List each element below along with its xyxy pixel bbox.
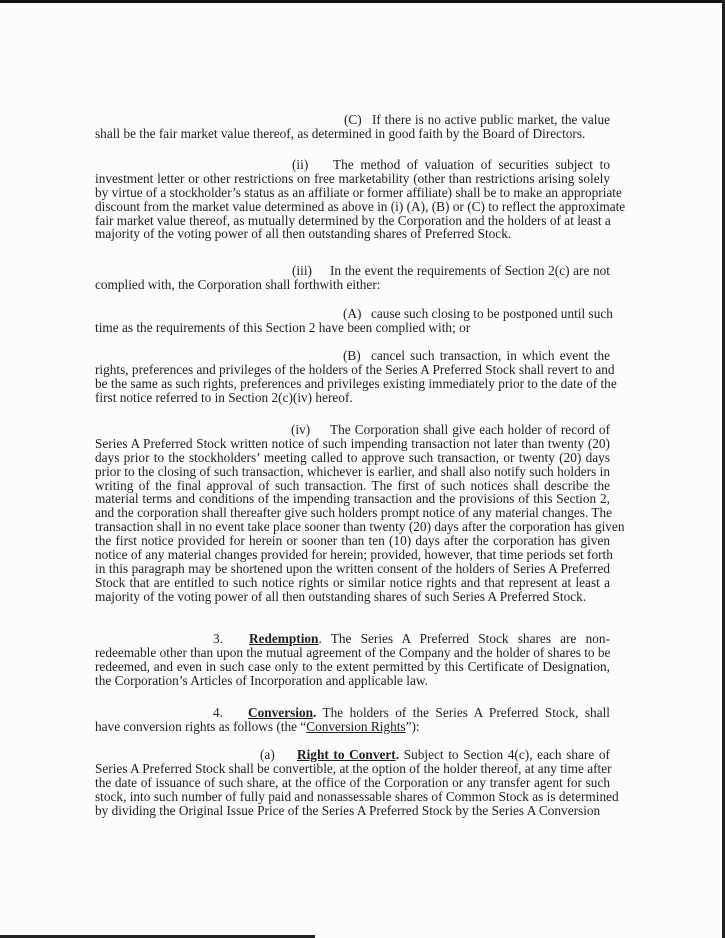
- defined-term: Conversion Rights: [306, 718, 406, 734]
- para-b-cancel: [95, 348, 617, 405]
- paragraph-number: (B): [343, 348, 361, 363]
- paragraph-number: (C): [344, 112, 362, 127]
- first-line-text: [330, 423, 610, 437]
- text-line: investment letter or other restrictions on free marketability (other than restrictions arising solely: [95, 170, 610, 186]
- text-line: and the corporation shall thereafter give such holders prompt notice of any material changes. The: [95, 505, 613, 521]
- scan-border-top: [0, 0, 725, 3]
- section-heading: Redemption: [249, 631, 319, 646]
- text-run: If there is no active public market, the value: [372, 112, 610, 127]
- text-line: the first notice provided for herein or sooner than ten (10) days after the corporation has given: [95, 533, 610, 549]
- text-line: material terms and conditions of the impending transaction and the provisions of this Section 2,: [95, 491, 610, 507]
- text-run: The Corporation shall give each holder of record of: [330, 422, 610, 437]
- text-line: notice of any material changes provided for herein; provided, however, that time periods set forth: [95, 547, 613, 563]
- text-line: days prior to the stockholders’ meeting called to approve such transaction, or twenty (20) days: [95, 449, 610, 465]
- text-line: stock, into such number of fully paid and nonassessable shares of Common Stock as is determined: [95, 788, 619, 804]
- text-run: Subject to Section 4(c), each share of: [399, 747, 610, 762]
- text-line: redeemable other than upon the mutual agreement of the Company and the holder of shares to be: [95, 644, 611, 660]
- text-run: .: [395, 747, 400, 762]
- text-line: Series A Preferred Stock shall be convertible, at the option of the holder thereof, at any time after: [95, 760, 612, 776]
- text-line: in this paragraph may be shortened upon the written consent of the holders of Series A Preferred: [95, 560, 610, 576]
- first-line-text: [371, 349, 610, 363]
- paragraph-number: (iii): [292, 263, 312, 278]
- text-run: cancel such transaction, in which event the: [371, 348, 610, 363]
- para-a-postpone: [95, 306, 613, 335]
- paragraph-number: (ii): [292, 157, 309, 172]
- text-line: discount from the market value determined as above in (i) (A), (B) or (C) to reflect the approximate: [95, 198, 626, 214]
- section-4-conversion: [95, 706, 610, 734]
- text-line: rights, preferences and privileges of the holders of the Series A Preferred Stock shall revert to and: [95, 361, 615, 377]
- first-line-text: [248, 706, 610, 720]
- text-line: majority of the voting power of all then outstanding shares of Preferred Stock.: [95, 226, 512, 242]
- paragraph-number: (iv): [291, 422, 311, 437]
- text-run: cause such closing to be postponed until such: [371, 306, 613, 321]
- text-line: complied with, the Corporation shall forthwith either:: [95, 276, 381, 292]
- first-line-text: [330, 264, 610, 278]
- text-run: The holders of the Series A Preferred Stock, shall: [316, 705, 610, 720]
- first-line-text: [249, 632, 610, 646]
- para-iv-notice: [95, 422, 625, 604]
- para-ii: [95, 157, 626, 242]
- paragraph-number: (A): [343, 306, 362, 321]
- first-line-text: [333, 158, 610, 172]
- section-heading: Right to Convert: [297, 747, 396, 762]
- text-line: redeemed, and even in such case only to the extent permitted by this Certificate of Designation,: [95, 658, 610, 674]
- text-line: be the same as such rights, preferences and privileges existing immediately prior to the date of the: [95, 375, 617, 391]
- section-3-redemption: [95, 632, 610, 688]
- para-c: [95, 113, 610, 141]
- text-line: shall be the fair market value thereof, as determined in good faith by the Board of Directors.: [95, 125, 586, 141]
- text-run: .: [313, 705, 317, 720]
- para-a-right-to-convert: [95, 747, 619, 818]
- text-run: have conversion rights as follows (the “: [95, 718, 307, 734]
- text-run: The method of valuation of securities subject to: [333, 157, 610, 172]
- text-line: the date of issuance of such share, at the office of the Corporation or any transfer agent for such: [95, 774, 610, 790]
- paragraph-number: 4.: [213, 705, 223, 720]
- text-line: the Corporation’s Articles of Incorporation and applicable law.: [95, 672, 428, 688]
- text-run: ”):: [405, 718, 420, 734]
- text-line: prior to the closing of such transaction, whichever is earlier, and shall also notify such holders in: [95, 463, 610, 479]
- text-line: writing of the final approval of such transaction. The first of such notices shall describe the: [95, 477, 610, 493]
- first-line-text: [371, 306, 613, 321]
- text-line: time as the requirements of this Section 2 have been complied with; or: [95, 319, 471, 335]
- text-line: majority of the voting power of all then outstanding shares of such Series A Preferred Stock.: [95, 588, 587, 604]
- para-iii: [95, 264, 610, 292]
- paragraph-number: (a): [260, 747, 275, 762]
- text-line: transaction shall in no event take place sooner than twenty (20) days after the corporation has given: [95, 519, 625, 535]
- text-line: by virtue of a stockholder’s status as an affiliate or former affiliate) shall be to make an appropriate: [95, 184, 622, 200]
- text-line: first notice referred to in Section 2(c)(iv) hereof.: [95, 389, 353, 405]
- text-run: . The Series A Preferred Stock shares are non-: [318, 631, 610, 646]
- first-line-text: [297, 748, 610, 762]
- text-line: [95, 720, 610, 734]
- first-line-text: [372, 113, 610, 127]
- text-line: fair market value thereof, as mutually determined by the Corporation and the holders of at least a: [95, 212, 611, 228]
- text-run: In the event the requirements of Section 2(c) are not: [330, 263, 610, 278]
- section-heading: Conversion: [248, 705, 314, 720]
- text-line: by dividing the Original Issue Price of the Series A Preferred Stock by the Series A Conversion: [95, 802, 601, 818]
- text-line: Series A Preferred Stock written notice of such impending transaction not later than twenty (20): [95, 435, 610, 451]
- text-line: Stock that are entitled to such notice rights or similar notice rights and that represent at least a: [95, 574, 610, 590]
- paragraph-number: 3.: [213, 631, 223, 646]
